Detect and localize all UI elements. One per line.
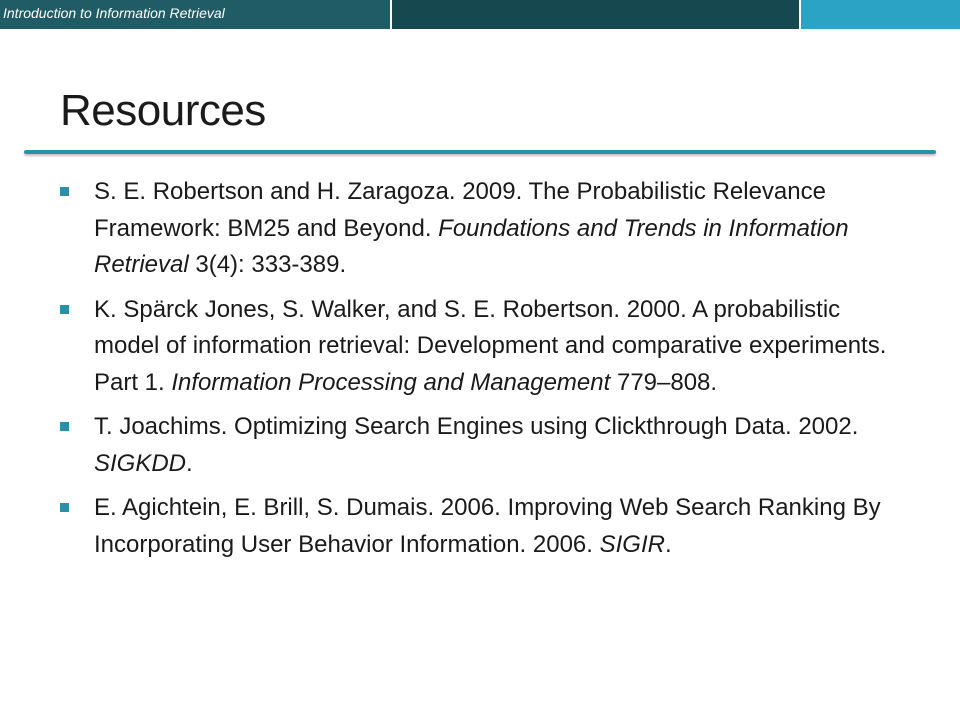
- header-main-band: [0, 0, 390, 29]
- reference-venue: Foundations and Trends in Information Retrieval: [94, 214, 849, 278]
- reference-venue: SIGIR: [599, 530, 665, 558]
- header-accent-band: [801, 0, 960, 29]
- title-divider: [24, 150, 936, 154]
- square-bullet-icon: [60, 422, 69, 431]
- reference-authors-title: E. Agichtein, E. Brill, S. Dumais. 2006. Improving Web Search Ranking By Incorporating User Behavior Information. 2006.: [94, 494, 881, 558]
- reference-list: [58, 174, 908, 571]
- reference-details: 3(4): 333-389.: [188, 251, 347, 278]
- reference-item: [58, 174, 908, 284]
- reference-details: .: [186, 449, 193, 477]
- course-title: Introduction to Information Retrieval: [3, 5, 225, 21]
- square-bullet-icon: [60, 503, 69, 512]
- reference-venue: SIGKDD: [94, 449, 187, 477]
- reference-venue: Information Processing and Management: [171, 368, 611, 396]
- reference-authors-title: S. E. Robertson and H. Zaragoza. 2009. The Probabilistic Relevance Framework: BM25 and Beyond.: [94, 178, 826, 242]
- reference-details: .: [664, 530, 672, 558]
- reference-text: [94, 178, 849, 278]
- slide-title: Resources: [60, 86, 266, 135]
- reference-item: [58, 409, 908, 482]
- reference-text: [94, 413, 858, 477]
- square-bullet-icon: [60, 187, 69, 196]
- header-dark-band: [392, 0, 799, 29]
- reference-authors-title: T. Joachims. Optimizing Search Engines using Clickthrough Data. 2002.: [94, 413, 859, 440]
- reference-text: [94, 296, 886, 396]
- square-bullet-icon: [60, 305, 69, 314]
- header-bar: [0, 0, 960, 29]
- reference-item: [58, 292, 908, 402]
- reference-authors-title: K. Spärck Jones, S. Walker, and S. E. Robertson. 2000. A probabilistic model of information retrieval: Development and comparative experiments. Part 1.: [94, 295, 887, 396]
- reference-text: [94, 494, 881, 558]
- reference-details: 779–808.: [610, 368, 718, 396]
- reference-item: [58, 490, 908, 563]
